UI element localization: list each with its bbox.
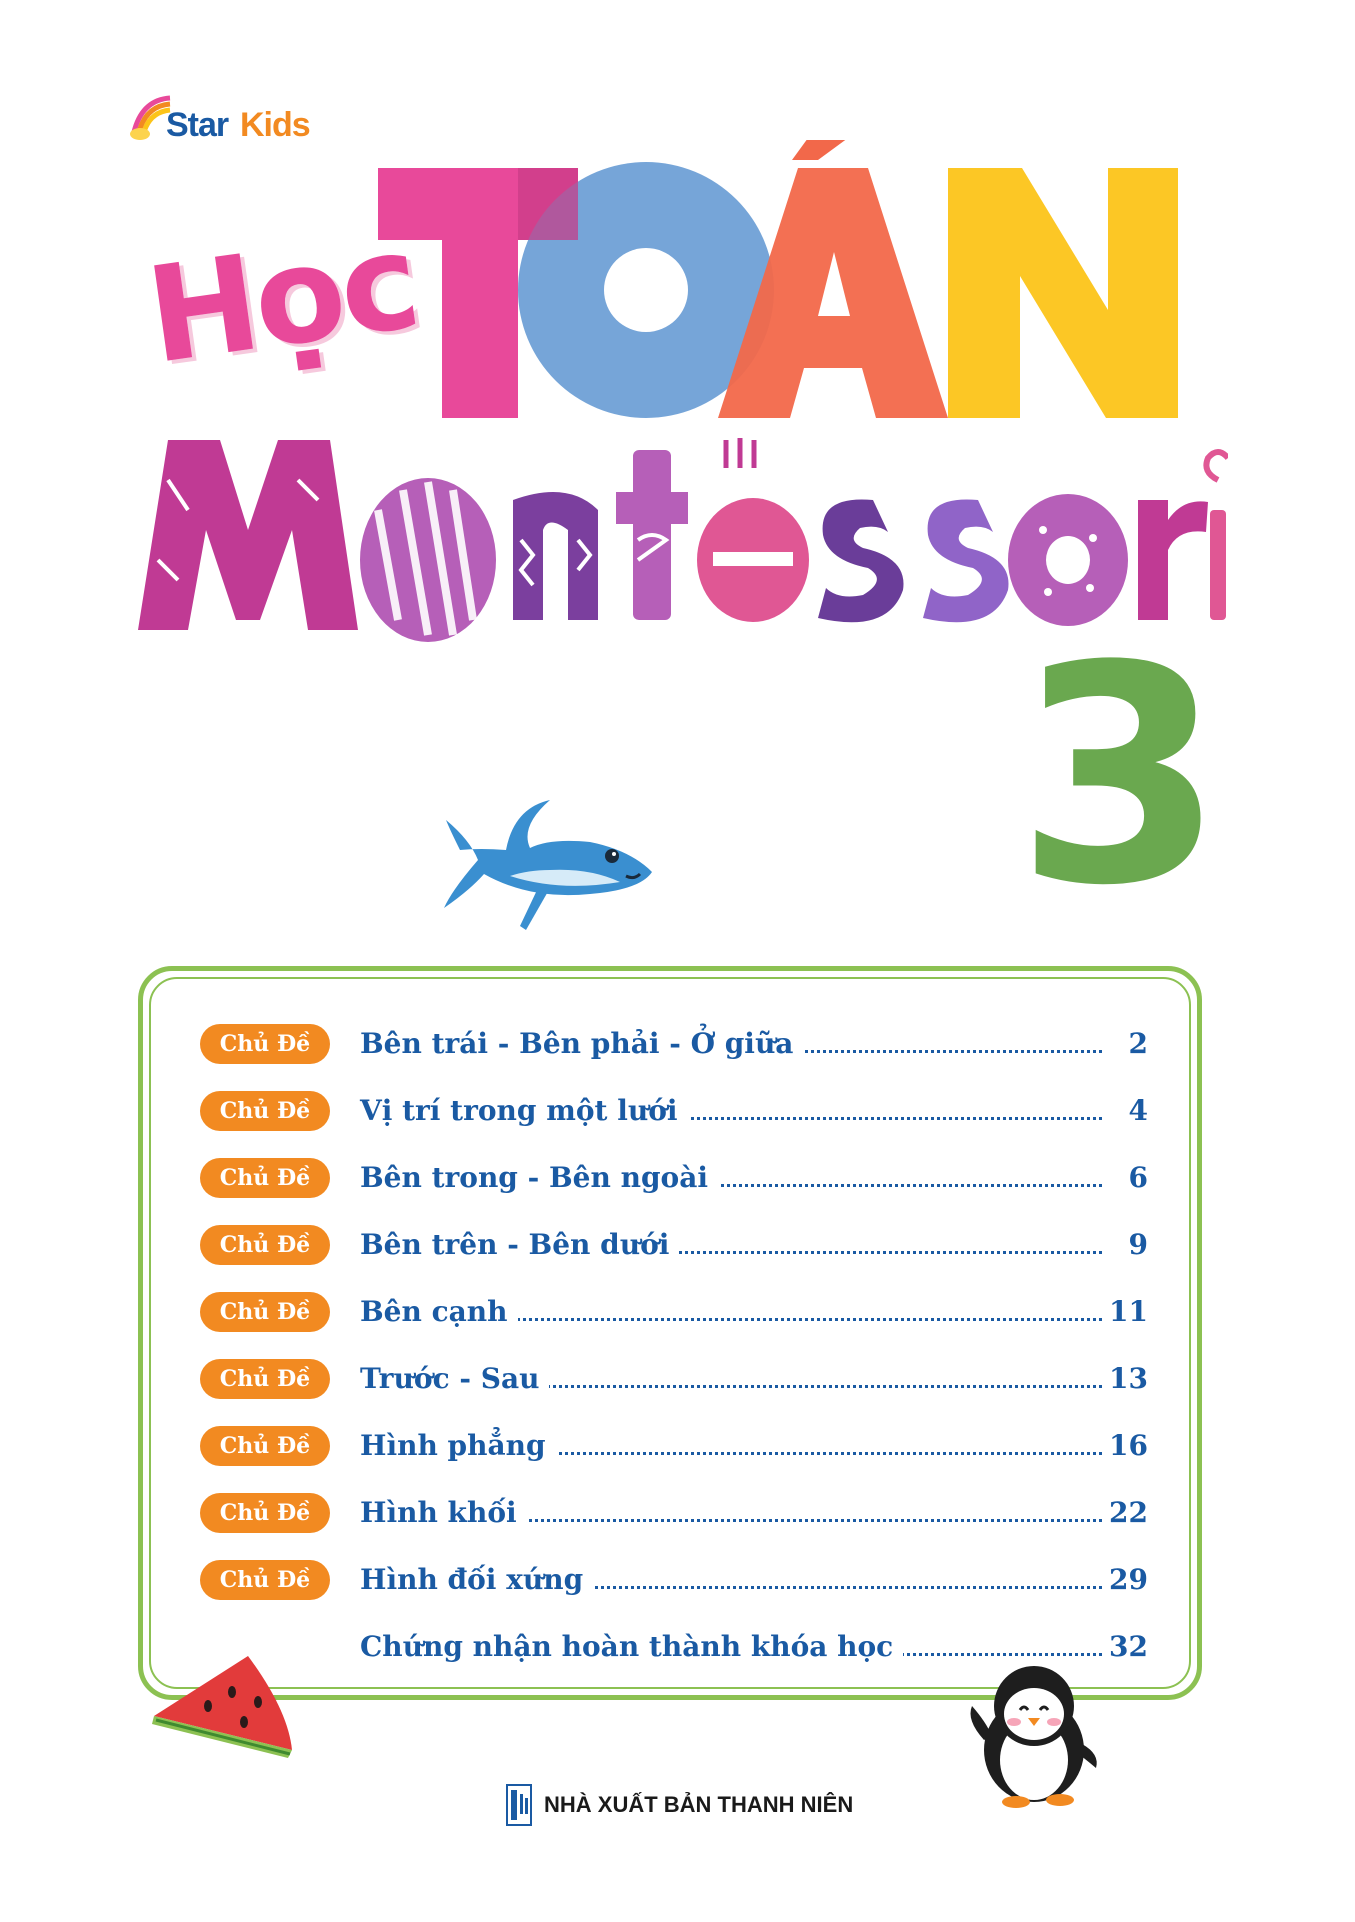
- toc-item-page: 9: [1123, 1223, 1148, 1267]
- toc-item-title: Trước - Sau: [360, 1357, 549, 1401]
- toc-item[interactable]: [200, 1018, 1148, 1068]
- toc-item[interactable]: [200, 1420, 1148, 1470]
- topic-chip: Chủ Đề: [200, 1493, 330, 1533]
- logo-text-star: Star: [166, 106, 229, 144]
- toc-item-page: 22: [1103, 1491, 1148, 1535]
- topic-chip: Chủ Đề: [200, 1225, 330, 1265]
- toc-item-page: 6: [1123, 1156, 1148, 1200]
- toc-item-page: 16: [1103, 1424, 1148, 1468]
- toc-item[interactable]: [200, 1085, 1148, 1135]
- toc-item-title: Chứng nhận hoàn thành khóa học: [360, 1625, 903, 1669]
- svg-text:3: 3: [1015, 640, 1225, 920]
- penguin-illustration: [964, 1660, 1104, 1810]
- topic-chip: Chủ Đề: [200, 1560, 330, 1600]
- toc-item-title: Bên trên - Bên dưới: [360, 1223, 679, 1267]
- title-montessori: [128, 420, 1228, 650]
- title-toan: [378, 140, 1218, 420]
- toc-item-title: Bên trong - Bên ngoài: [360, 1156, 718, 1200]
- toc-item-title: Hình phẳng: [360, 1424, 556, 1468]
- shark-illustration: [440, 790, 660, 940]
- toc-item-page: 29: [1103, 1558, 1148, 1602]
- publisher-name: NHÀ XUẤT BẢN THANH NIÊN: [544, 1792, 854, 1817]
- topic-chip: Chủ Đề: [200, 1091, 330, 1131]
- toc-item-page: 2: [1123, 1022, 1148, 1066]
- starkids-logo: [126, 92, 336, 152]
- toc-item-title: Bên cạnh: [360, 1290, 518, 1334]
- topic-chip: Chủ Đề: [200, 1292, 330, 1332]
- toc-item-title: Hình đối xứng: [360, 1558, 593, 1602]
- toc-item[interactable]: [200, 1353, 1148, 1403]
- toc-item-title: Bên trái - Bên phải - Ở giữa: [360, 1022, 803, 1066]
- toc-item-page: 13: [1103, 1357, 1148, 1401]
- toc-item-page: 11: [1103, 1290, 1148, 1334]
- topic-chip: Chủ Đề: [200, 1024, 330, 1064]
- toc-item[interactable]: [200, 1152, 1148, 1202]
- logo-text-kids: Kids: [240, 106, 310, 144]
- toc-item-title: Vị trí trong một lưới: [360, 1089, 688, 1133]
- toc-item-page: 32: [1103, 1625, 1148, 1669]
- topic-chip: Chủ Đề: [200, 1426, 330, 1466]
- toc-item-title: Hình khối: [360, 1491, 527, 1535]
- title-hoc: Học: [138, 204, 425, 394]
- topic-chip: Chủ Đề: [200, 1359, 330, 1399]
- watermelon-illustration: [148, 1650, 298, 1760]
- toc-item-page: 4: [1123, 1089, 1148, 1133]
- toc-item[interactable]: [200, 1554, 1148, 1604]
- toc-item[interactable]: [200, 1286, 1148, 1336]
- publisher-logo-icon: [506, 1784, 532, 1826]
- topic-chip: Chủ Đề: [200, 1158, 330, 1198]
- volume-number: [1000, 640, 1240, 920]
- toc-item[interactable]: [200, 1487, 1148, 1537]
- toc-item[interactable]: [200, 1219, 1148, 1269]
